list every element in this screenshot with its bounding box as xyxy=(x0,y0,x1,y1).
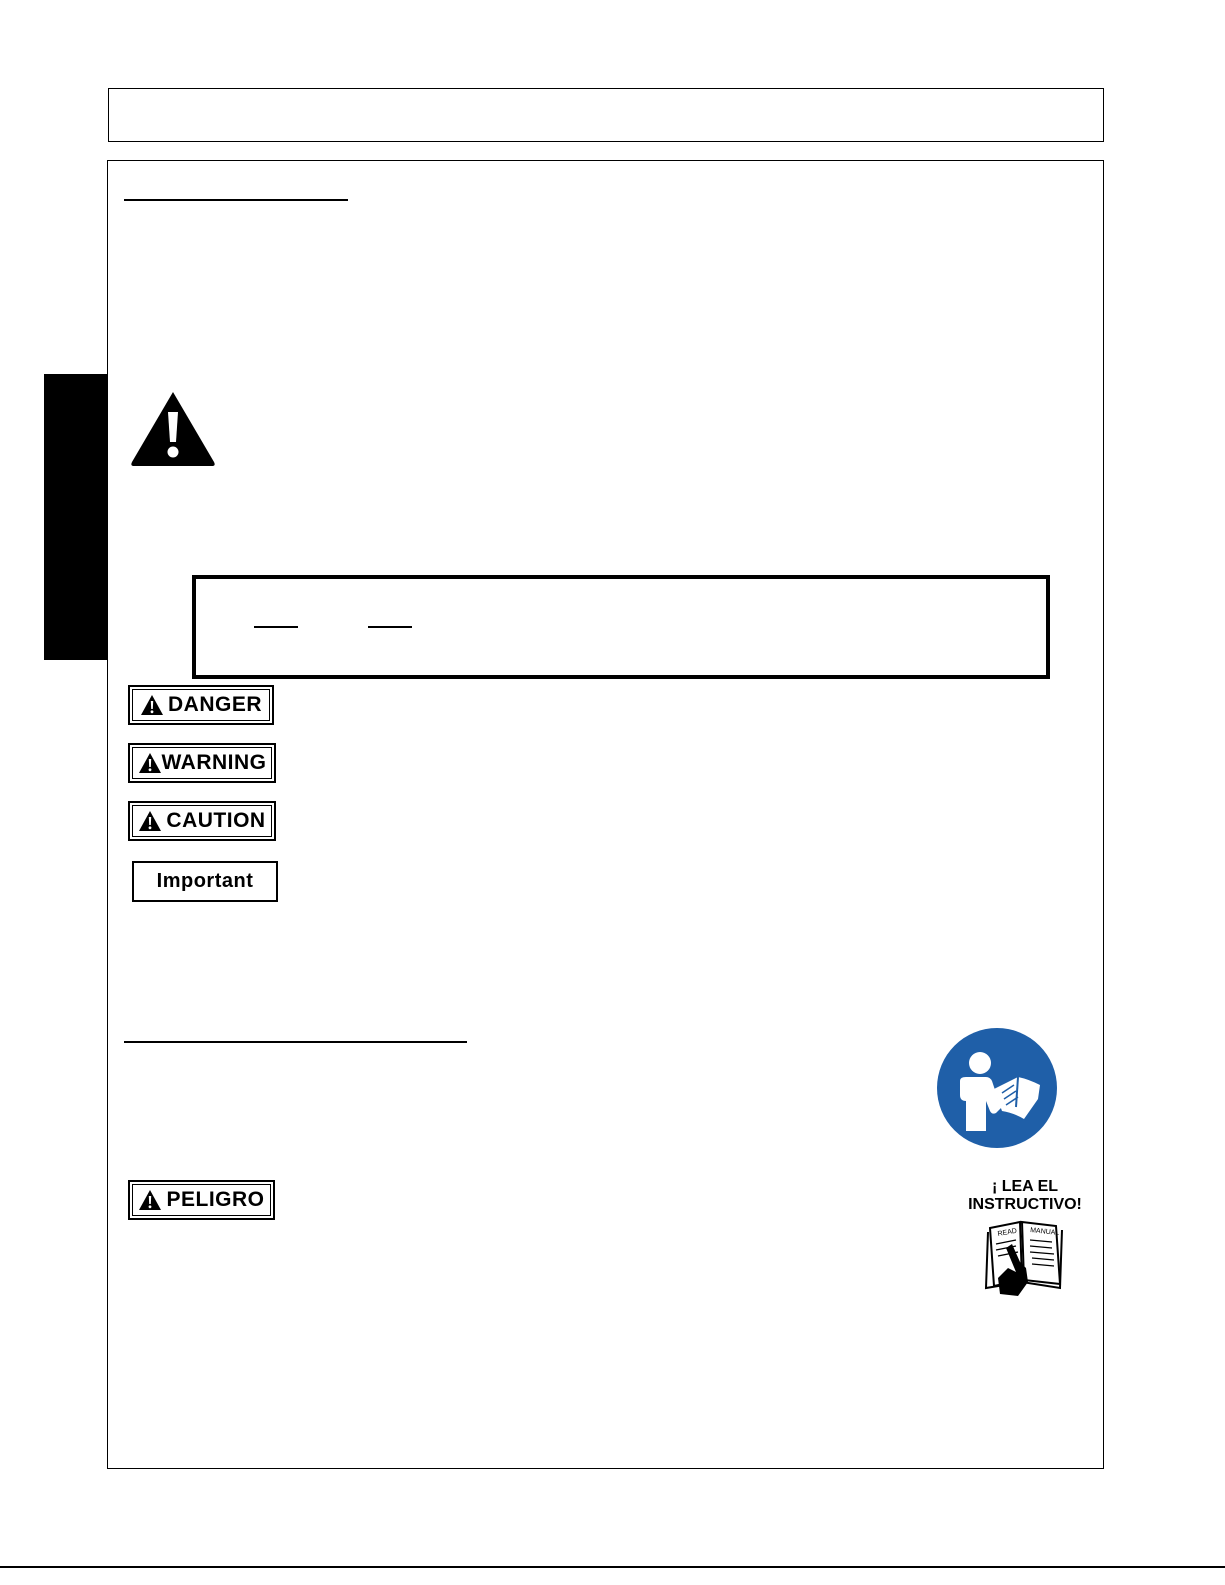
instructivo-text: INSTRUCTIVO! xyxy=(968,1196,1082,1213)
boxed-note xyxy=(192,575,1050,679)
page-bottom-rule xyxy=(0,1566,1225,1568)
section-heading-underline xyxy=(124,199,348,201)
peligro-signal-label xyxy=(128,1180,275,1220)
read-manual-book-icon xyxy=(976,1218,1068,1296)
alert-triangle-icon xyxy=(138,810,162,832)
lea-el-text: ¡ LEA EL xyxy=(991,1178,1059,1195)
safety-alert-triangle-icon xyxy=(128,388,218,468)
warning-signal-text: WARNING xyxy=(161,751,267,774)
section-heading-underline xyxy=(124,1041,467,1043)
read-manual-spanish-caption xyxy=(955,1178,1095,1214)
danger-signal-text: DANGER xyxy=(167,693,262,716)
page-header-frame xyxy=(108,88,1104,142)
important-signal-label xyxy=(132,861,278,902)
note-underline xyxy=(368,626,412,628)
danger-signal-label xyxy=(128,685,274,725)
book-manual-text: MANUAL xyxy=(1029,1227,1060,1238)
caution-signal-text: CAUTION xyxy=(166,809,266,832)
alert-triangle-icon xyxy=(138,752,162,774)
peligro-signal-text: PELIGRO xyxy=(166,1188,265,1211)
alert-triangle-icon xyxy=(140,694,164,716)
alert-triangle-icon xyxy=(138,1189,162,1211)
book-read-text: READ xyxy=(997,1227,1018,1238)
note-underline xyxy=(254,626,298,628)
read-manual-pictogram-icon xyxy=(936,1027,1058,1149)
caution-signal-label xyxy=(128,801,276,841)
section-tab-marker xyxy=(44,374,108,660)
warning-signal-label xyxy=(128,743,276,783)
important-signal-text: Important xyxy=(156,870,254,892)
